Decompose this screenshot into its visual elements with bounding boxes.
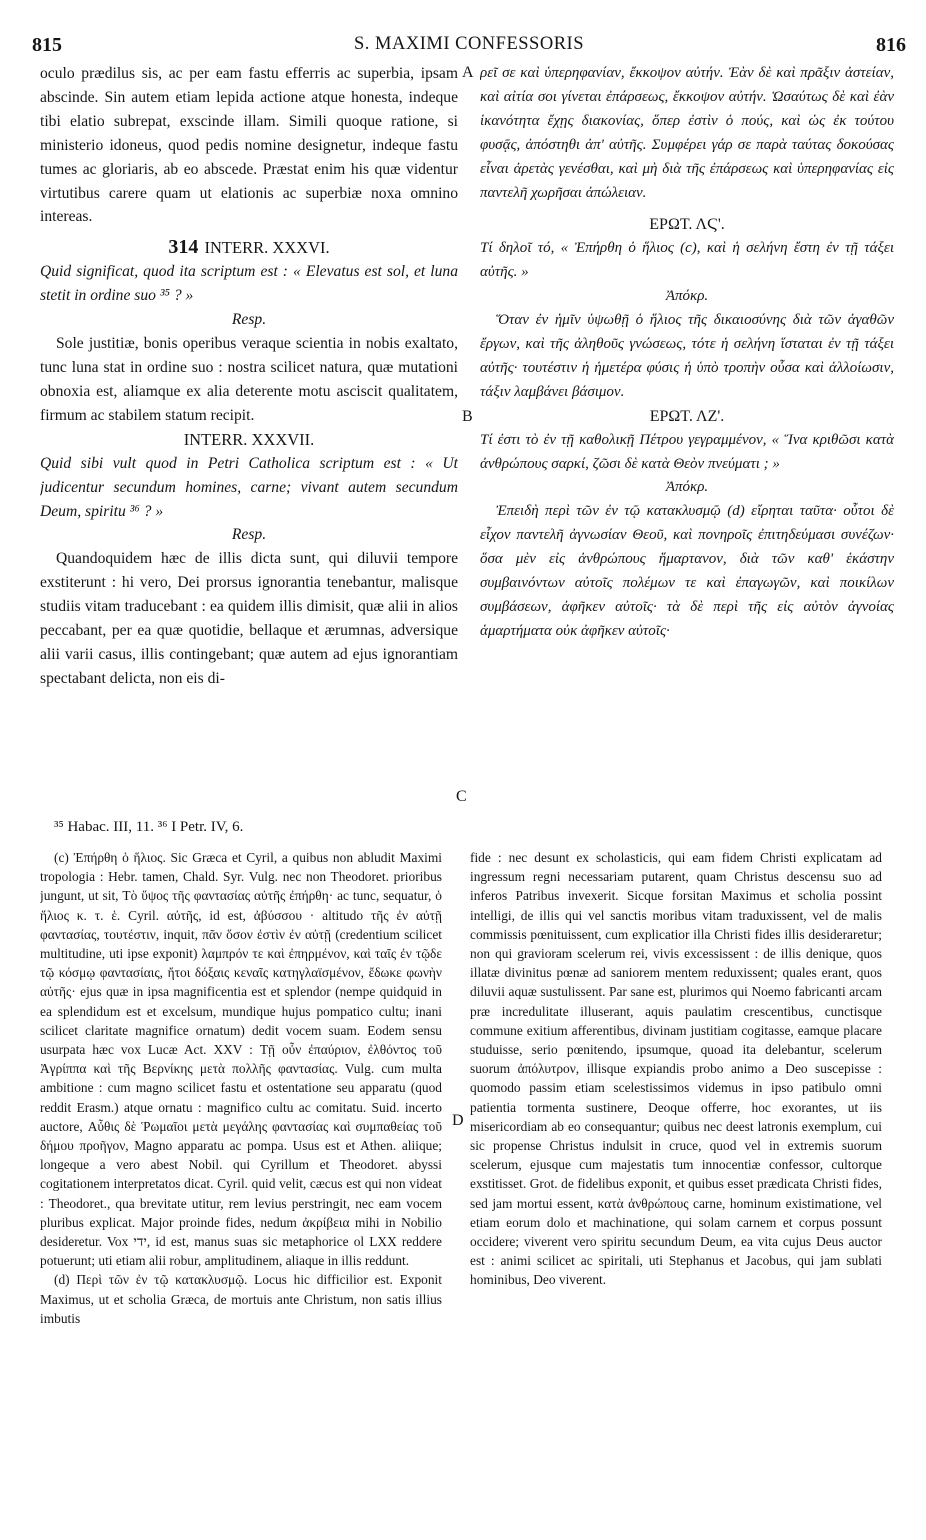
notes-right-column xyxy=(470,848,882,1538)
note-d-continued: fide : nec desunt ex scholasticis, qui eam fidem Christi explicatam ad ingressum regni necessariam putarent, quam Christus descensu suo ad inferos Patribus invexerit. Sicque forsitan Maximus et scholia possint intelligi, de illis qui vel sanctis moribus vitam traduxissent, vel de malis commissis pœnituissent, cum explicatior illa Christi fides illis desideraretur; non qui gravioram scelerum rei, vivis excessissent : de illis denique, quos illatæ divinitus pœnæ ad saniorem mentem reduxissent; quales erant, quos diluvii aquæ sustulissent. Par sane est, plurimos qui Noemo fabricanti arcam præ incredulitate illuserant, aquis paulatim crescentibus, cunctisque commune exitium afferentibus, divinam justitiam cogitasse, eamque placare studuisse, serio pœnitendo, ipsumque, quoad ita delebantur, scelerum suorum ἀπόλυτρον, illisque expiandis probo animo a Deo suscepisse : quomodo passim etiam scelestissimos videmus in ipso patibulo omni patientia tormenta sustinere, Deoque offerre, hoc exorantes, ut iis misericordiam ab eo consequantur; quibus nec deest latronis exemplum, cui sic propense Christus indulsit in cruce, quod vel in extremis suorum scelerum, ejusque cum majestatis tum innocentiæ confessor, cultorque exstitisset. Grot. de fidelibus exponit, et quibus esset prædicata Christi fides, sed jam mortui essent, κατὰ ἀνθρώπους carne, hominum existimatione, vel etiam eorum dolo et machinatione, qui solam carnem et corpus possunt occidere; viverent vero spiritu secundum Deum, ea vita cujus Deus auctor est : animi scilicet ac spiritali, uti Stephanus et Jacobus, qui jam sublati hominibus, Deo viverent. xyxy=(470,850,882,1288)
greek-resp-label: Ἀπόκρ. xyxy=(665,479,709,496)
margin-letter-a: A xyxy=(462,64,474,81)
greek-question-37-heading: ΕΡΩΤ. ΛΖ'. xyxy=(649,407,725,425)
note-c: (c) Ἐπήρθη ὁ ἥλιος. Sic Græca et Cyril, a quibus non abludit Maximi tropologia : Hebr. tamen, Chald. Syr. Vulg. nec non Theodoret. prioribus jungunt, ut sit, Τὸ ὕψος τῆς φαντασίας αὐτῆς ἐπήρθη· ac tunc, sequatur, ὁ ἥλιος κ. τ. ἑ. Cyril. αὐτῆς, id est, ἀβύσσου · altitudo τῆς ἐν αὐτῇ φαντασίας, τουτέστιν, inquit, πᾶν ὅσον ἐστὶν ἐν αὐτῇ (credentium scilicet multitudine, uti ipse exponit) λαμπρόν τε καὶ ἐπηρμένον, καὶ ταῖς ἐν τῷδε τῷ κόσμῳ φαντασίαις, ἤτοι δόξαις κεναῖς κατηγλαϊσμένον, ἔδωκε φωνὴν αὐτῆς· ejus quæ in ipsa magnificentia est et splendor (nempe quidquid in ea splendidum est et excelsum, mundique hujus pompatico cultu; inani scilicet claritate magnifice ornatum) dedit vocem suam. Eodem sensu usurpata hæc vox Lucæ Act. XXV : Τῇ οὖν ἐπαύριον, ἐλθόντος τοῦ Ἀγρίππα καὶ τῆς Βερνίκης μετὰ πολλῆς φαντασίας. Vulg. cum multa ambitione : cum magno scilicet fastu et ostentatione seu apparatu (quod reddit Erasm.) atque ornatu : magnifico cultu ac comitatu. Suid. incerto auctore, Αὖθις δὲ Ῥωμαῖοι μετὰ μεγάλης φαντασίας καὶ συμπαθείας τοῦ δήμου προῆγον, Magno apparatu ac pompa. Usus est et Athen. aliique; longeque a vero abest Nobil. qui Cyrillum et Theodoret. abyssi cogitationem interpretatos dicat. Cyril. quid velit, cæcus est qui non videat : Theodoret., qua brevitate utitur, rem levius perstringit, nec eam vocem pluribus explicat. Major proinde fides, nedum ἀκρίβεια mihi in Nobilio desideretur. Vox ידי, id est, manus suas sic metaphorice ol LXX reddere potuerunt; uti etiam alii robur, amplitudinem, aliaque in illis reddunt. xyxy=(40,850,442,1269)
greek-opening-paragraph: ρεῖ σε καὶ ὑπερηφανίαν, ἔκκοψον αὐτήν. Ἐὰν δὲ καὶ πρᾶξιν ἀστείαν, καὶ αἰτία σοι γίνεται ἐπάρσεως, ἔκκοψον αὐτήν. Ὡσαύτως δὲ καὶ ἐὰν ἱκανότητα ἔχῃς διακονίας, ὅπερ ἐστὶν ὁ πούς, καὶ ὡς ἐκ τούτου φυσᾷς, ἀπόστηθι ἀπ' αὐτῆς. Συμφέρει γάρ σε παρὰ ταύτας δοκούσας εἶναι ἀρετὰς γενέσθαι, καὶ μὴ διὰ τῆς ἐπάρσεως καὶ ὑπερηφανίας εἰς παντελῆ χωρῆσαι ἀπώλειαν. xyxy=(480,65,894,201)
latin-opening-paragraph: oculo prædilus sis, ac per eam fastu efferris ac superbia, ipsam abscinde. Sin autem etiam lepida actione atque honesta, indeque tibi elatio subrepat, exscinde illam. Simili quoque ratione, si ministerio idoneus, quod pedis nomine designetur, indeque fastu tumes ac gloriaris, ab eo abscede. Præstat enim his quæ videntur virtutibus carere quam ut elationis ac superbiæ noxa omnino intereas. xyxy=(40,65,458,226)
running-header xyxy=(32,34,906,60)
note-d: (d) Περὶ τῶν ἐν τῷ κατακλυσμῷ. Locus hic difficilior est. Exponit Maximus, ut et scholia Græca, de mortuis ante Christum, non satis illius imbutis xyxy=(40,1272,442,1326)
running-title: S. MAXIMI CONFESSORIS xyxy=(354,34,584,54)
margin-letter-c: C xyxy=(456,788,467,805)
latin-question-37: Quid sibi vult quod in Petri Catholica scriptum est : « Ut judicentur secundum homines, carne; vivant autem secundum Deum, spiritu ³⁶ ? » xyxy=(40,454,458,520)
latin-question-37-heading: INTERR. XXXVII. xyxy=(183,429,315,449)
latin-answer-36: Sole justitiæ, bonis operibus veraque scientia in nobis exaltato, tunc luna stat in ordine suo : nostra scilicet natura, quæ mutationi obnoxia est, aliamque ex alia deterente motu asciscit qualitatem, firmum ac stabilem statum recipit. xyxy=(40,335,458,424)
margin-letter-d: D xyxy=(452,1112,464,1129)
notes-left-column xyxy=(40,848,442,1538)
latin-heading-text: INTERR. XXXVI. xyxy=(204,238,330,258)
column-number: 314 xyxy=(168,236,199,259)
latin-resp-label: Resp. xyxy=(231,311,267,329)
latin-answer-37: Quandoquidem hæc de illis dicta sunt, qui diluvii tempore exstiterunt : hi vero, Dei prorsus ignorantia tenebantur, malisque studiis vitam traducebant : ea quidem illis dimisit, quæ alii in alios peccabant, per ea quæ quotidie, bellaque et ærumnas, adversique alii varii casus, illis contingebant; quæ autem ad ejus ignorantiam spectabant delicta, non eis di- xyxy=(40,550,458,687)
greek-question-37: Τί ἐστι τὸ ἐν τῇ καθολικῇ Πέτρου γεγραμμένον, « Ἵνα κριθῶσι κατὰ ἀνθρώπους σαρκί, ζῶσι δὲ κατὰ Θεὸν πνεύματι ; » xyxy=(480,431,894,472)
page-number-right: 816 xyxy=(876,34,906,56)
greek-question-36-heading: ΕΡΩΤ. ΛϚ'. xyxy=(649,216,725,234)
greek-resp-label: Ἀπόκρ. xyxy=(665,288,709,305)
greek-answer-36: Ὅταν ἐν ἡμῖν ὑψωθῇ ὁ ἥλιος τῆς δικαιοσύνης διὰ τῶν ἀγαθῶν ἔργων, καὶ τῆς ἀληθοῦς γνώσεως, τότε ἡ σελήνη ἵσταται ἐν τῇ τάξει αὐτῆς· τουτέστιν ἡ ἡμετέρα φύσις ἡ ὑπὸ τροπὴν οὖσα καὶ ἀλλοίωσιν, τάξιν λαμβάνει βάσιμον. xyxy=(480,312,894,400)
greek-column xyxy=(480,62,894,644)
greek-question-36: Τί δηλοῖ τό, « Ἐπήρθη ὁ ἥλιος (c), καὶ ἡ σελήνη ἔστη ἐν τῇ τάξει αὐτῆς. » xyxy=(480,240,894,281)
latin-question-36: Quid significat, quod ita scriptum est : « Elevatus est sol, et luna stetit in ordine suo ³⁵ ? » xyxy=(40,263,458,305)
footnote-references: ³⁵ Habac. III, 11. ³⁶ I Petr. IV, 6. xyxy=(54,819,244,835)
latin-resp-label: Resp. xyxy=(231,526,267,544)
margin-letter-b: B xyxy=(462,408,473,425)
greek-answer-37: Ἐπειδὴ περὶ τῶν ἐν τῷ κατακλυσμῷ (d) εἴρηται ταῦτα· οὗτοι δὲ εἶχον παντελῆ ἀγνωσίαν Θεοῦ, καὶ πονηροῖς ἐπιτηδεύμασι συνέζων· ὅσα μὲν εἰς ἀνθρώπους ἥμαρτανον, διὰ τῶν καθ' ἑκάστην συμβαινόντων αὐτοῖς πολέμων τε καὶ ἐπαγωγῶν, καὶ ποικίλων συμβάσεων, ἀφῆκεν αὐτοῖς· τὰ δὲ περὶ τῆς εἰς αὐτὸν ἀγνοίας ἁμαρτήματα οὐκ ἀφῆκεν αὐτοῖς· xyxy=(480,503,894,639)
latin-column xyxy=(40,62,458,691)
latin-question-36-heading xyxy=(40,235,458,260)
page-number-left: 815 xyxy=(32,34,62,56)
